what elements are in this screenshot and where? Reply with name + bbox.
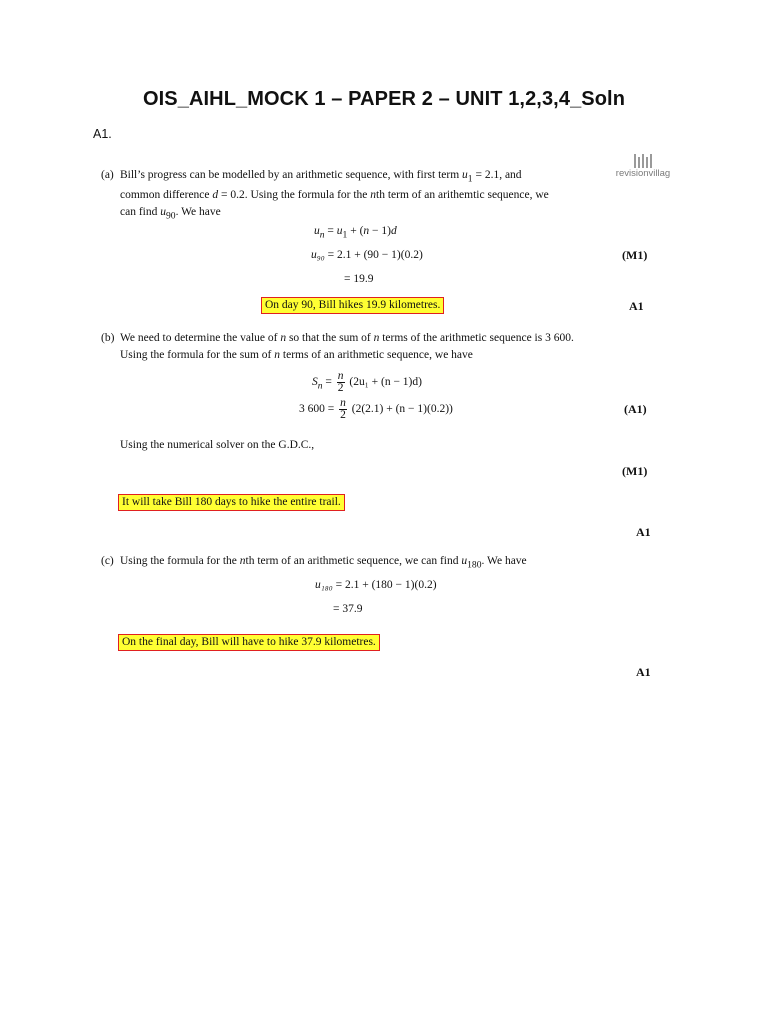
part-b-equation-2: 3 600 = $\frac{n}{2}$ (2(2.1) + (n − 1)(0.2)): [299, 397, 453, 421]
part-b-answer-highlight: It will take Bill 180 days to hike the entire trail.: [118, 494, 345, 511]
part-b-mark-a1-bracket: (A1): [624, 402, 647, 416]
part-a-equation-2: u₉₀ = 2.1 + (90 − 1)(0.2): [311, 249, 423, 261]
part-b-equation-1: $S_n$ = $\frac{n}{2}$ (2u₁ + (n − 1)d): [312, 370, 422, 394]
part-c-equation-1: u₁₈₀ = 2.1 + (180 − 1)(0.2): [315, 579, 437, 591]
part-c-label: (c): [101, 555, 114, 567]
part-b-mark-m1: (M1): [622, 464, 648, 478]
part-a-answer-highlight: On day 90, Bill hikes 19.9 kilometres.: [261, 297, 444, 314]
logo-text: revisionvillag: [615, 168, 671, 179]
logo-bars-icon: [609, 154, 677, 168]
part-c-answer-highlight: On the final day, Bill will have to hike 37.9 kilometres.: [118, 634, 380, 651]
part-c-intro: (c) Using the formula for the nth term of an arithmetic sequence, we can find $u_{180}$. We have: [101, 555, 527, 571]
part-c-mark-a1: A1: [636, 665, 651, 679]
part-a-label: (a): [101, 169, 114, 181]
part-b-mark-a1: A1: [636, 525, 651, 539]
document-title: OIS_AIHL_MOCK 1 – PAPER 2 – UNIT 1,2,3,4_Soln: [142, 88, 626, 110]
part-a-intro: (a) Bill’s progress can be modelled by an arithmetic sequence, with first term $u_1 = 2.1$, and common difference d = 0.2. Using the formula for the nth term of an arithemtic sequence, we can find $u_{90}$. We have: [101, 169, 549, 222]
part-a-equation-3: = 19.9: [344, 273, 374, 285]
part-c-equation-2: = 37.9: [333, 603, 363, 615]
part-b-intro: (b) We need to determine the value of n so that the sum of n terms of the arithmetic sequence is 3 600. Using the formula for the sum of n terms of an arithmetic sequence, we have: [101, 332, 574, 361]
part-a-mark-a1: A1: [629, 299, 644, 313]
question-label: A1.: [93, 127, 112, 141]
part-a-mark-m1: (M1): [622, 248, 648, 262]
part-b-solver-text: Using the numerical solver on the G.D.C.,: [120, 439, 315, 451]
part-a-equation-1: $u_n = u_1 + (n - 1)d$: [314, 225, 397, 241]
part-b-label: (b): [101, 332, 115, 344]
